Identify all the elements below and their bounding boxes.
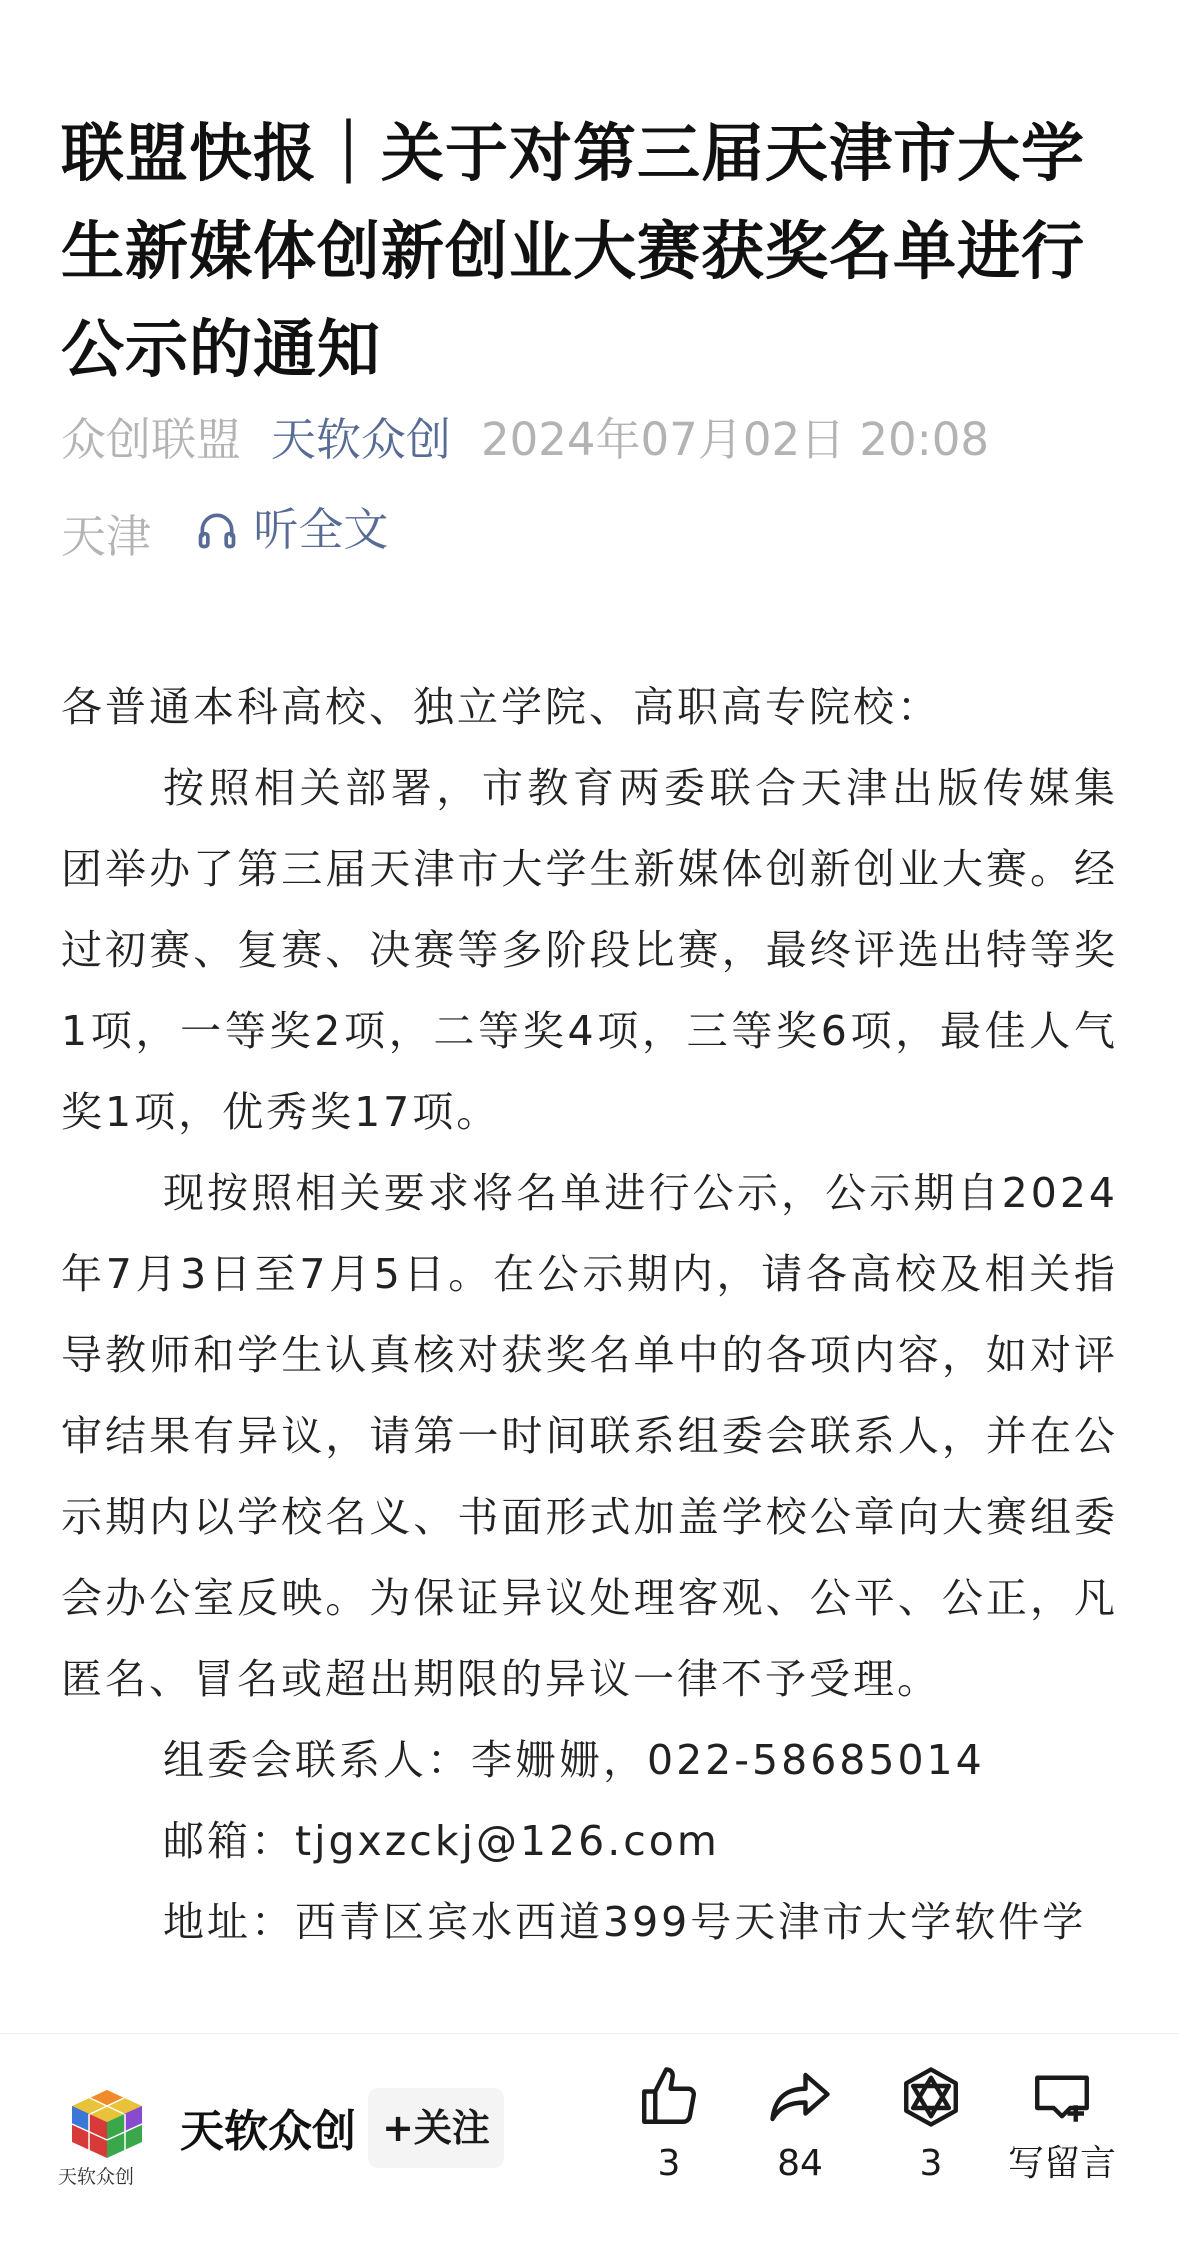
account-name[interactable]: 天软众创: [180, 2106, 356, 2157]
article-meta: [61, 410, 989, 470]
article-title: 联盟快报｜关于对第三届天津市大学生新媒体创新创业大赛获奖名单进行公示的通知: [61, 117, 1085, 386]
account-logo[interactable]: [58, 2086, 150, 2188]
share-count: 84: [777, 2143, 823, 2184]
flower-recommend-icon: [898, 2064, 964, 2130]
paragraph-contact: 组委会联系人：李姗姗，022-58685014: [163, 1736, 985, 1784]
paragraph-notice: 现按照相关要求将名单进行公示，公示期自2024年7月3日至7月5日。在公示期内，请各高校及相关指导教师和学生认真核对获奖名单中的各项内容，如对评审结果有异议，请第一时间联系组委会联系人，并在公示期内以学校名义、书面形式加盖学校公章向大赛组委会办公室反映。为保证异议处理客观、公平、公正，凡匿名、冒名或超出期限的异议一律不予受理。: [61, 1169, 1118, 1703]
bottom-action-bar: [0, 2033, 1179, 2249]
like-count: 3: [657, 2143, 681, 2184]
paragraph-address: 地址：西青区宾水西道399号天津市大学软件学: [163, 1898, 1087, 1946]
follow-button[interactable]: +关注: [368, 2088, 504, 2168]
share-arrow-icon: [767, 2064, 833, 2130]
write-comment-button[interactable]: [992, 2064, 1132, 2186]
meta-author: 众创联盟: [61, 413, 242, 466]
share-button[interactable]: [730, 2064, 870, 2186]
article-body: [61, 667, 1118, 1963]
paragraph-email: 邮箱：tjgxzckj@126.com: [163, 1817, 720, 1865]
article-meta-second: [61, 500, 388, 567]
write-comment-label: 写留言: [1007, 2143, 1116, 2184]
listen-full-text-button[interactable]: [195, 500, 388, 560]
meta-account-link[interactable]: 天软众创: [271, 413, 452, 466]
paragraph-intro: 按照相关部署，市教育两委联合天津出版传媒集团举办了第三届天津市大学生新媒体创新创业大赛。经过初赛、复赛、决赛等多阶段比赛，最终评选出特等奖1项，一等奖2项，二等奖4项，三等奖6项，最佳人气奖1项，优秀奖17项。: [61, 764, 1118, 1136]
logo-caption: 天软众创: [58, 2166, 135, 2188]
recommend-button[interactable]: [861, 2064, 1001, 2186]
thumbs-up-icon: [636, 2064, 702, 2130]
recommend-count: 3: [919, 2143, 943, 2184]
like-button[interactable]: [599, 2064, 739, 2186]
comment-plus-icon: [1029, 2064, 1095, 2130]
meta-location: 天津: [61, 510, 152, 563]
meta-datetime: 2024年07月02日 20:08: [481, 413, 990, 466]
rubiks-cube-logo-icon: [64, 2086, 150, 2162]
paragraph-salutation: 各普通本科高校、独立学院、高职高专院校：: [61, 683, 941, 731]
listen-label: 听全文: [253, 503, 389, 556]
headphones-icon: [195, 508, 239, 552]
